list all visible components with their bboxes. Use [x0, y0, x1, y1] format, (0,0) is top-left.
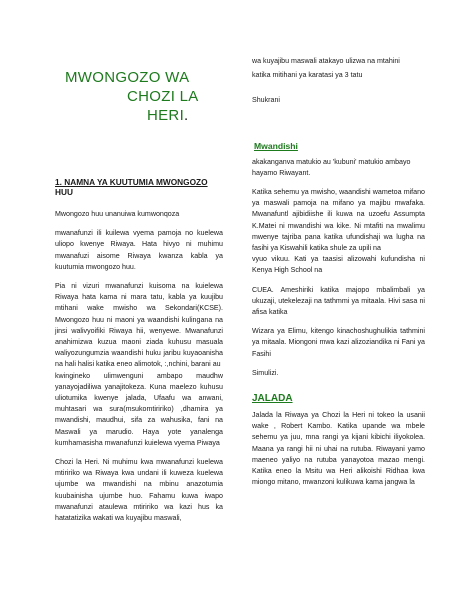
shukrani-label: Shukrani [252, 96, 280, 105]
paragraph-top-katika: katika mitihani ya karatasi ya 3 tatu [252, 71, 363, 80]
right-column [252, 56, 425, 488]
section-heading-line-1: 1. NAMNA YA KUUTUMIA MWONGOZO [55, 177, 208, 187]
section-heading-line-2: HUU [55, 187, 73, 197]
paragraph-vyuo: vyuo vikuu. Kati ya taasisi alizowahi kufundisha ni Kenya High School na [252, 255, 425, 275]
mwandishi-heading: Mwandishi [254, 140, 298, 151]
title-line-3 [65, 106, 223, 125]
simulizi-text: Simulizi. [252, 368, 279, 377]
title-line-3-text: HERI [147, 107, 185, 124]
paragraph-pia: Pia ni vizuri mwanafunzi kuisoma na kuielewa Riwaya hata kama ni mara tatu, kabla ya kuujibu mtihani wake mwisho wa Sekondari(KCSE). Mwongozo huu ni maoni ya waandishi kulingana na jinsi walivyoifiki Riwaya hii, wenyewe. Mwanafunzi anahimizwa kuzua maoni ziada kuhusu masuala waliyozungumzia waandishi huku jaribu kuyaoanisha na hali halisi katika eneo alimotok, :,nchini, barani au [55, 282, 223, 369]
paragraph-akakanganva: akakanganva matukio au 'kubuni' matukio ambayo hayamo Riwayant. [252, 157, 411, 177]
paragraph-top-continued: wa kuyajibu maswali atakayo ulizwa na mtahini [252, 57, 400, 65]
paragraph-intro-1: Mwongozo huu unanuiwa kumwonqoza [55, 210, 180, 218]
paragraph-chozi: Chozi la Heri. Ni muhimu kwa mwanafunzi kuelewa mtiririko wa Riwaya kwa undani ili kuweza kuelewa ujumbe wa mwandishi na mbinu anazotumia kuubainisha ujumbe huo. Fahamu kuwa iwapo mwanafunzi ataulewa mtiririko wa kazi hus ka hatatatizika wakati wa kuyajibu maswali, [55, 458, 223, 523]
left-column [55, 62, 223, 524]
paragraph-intro-2: mwanafunzi ili kuilewa vyema pamoja no kuelewa uliopo kwenye Riwaya. Hata hivyo ni muhimu mwanafuzi aisome Riwaya kwanza kabla ya kuutumia mwongozo huu. [55, 229, 223, 271]
paragraph-wizara: Wizara ya Elimu, kitengo kinachoshughulikia tathmini ya mitaala. Miongoni mwa kazi alizoziandika ni Fani ya Fasihi [252, 327, 425, 358]
paragraph-katika-sehemu: Katika sehemu ya mwisho, waandishi wametoa mifano ya maswali pamoja na mifano ya majibu mwafaka. Mwanafuntl ajibidiishe ili kuwa na uzoefu Assumpta K.Matei ni mwandishi wa kike. Ni mtafiti na mwalimu mwenye tajriba pana katika ufundishaji wa lugha na fasihi ya Kiswahili katika shule za upili na [252, 188, 425, 253]
title-line-2: CHOZI LA [127, 88, 199, 105]
document-title [65, 68, 223, 125]
paragraph-jalada: Jalada la Riwaya ya Chozi la Heri ni tokeo la usanii wake , Robert Kambo. Katika upande wa mbele sehemu ya juu, mna rangi ya kijani kibichi iliyokolea. Maana ya rangi hii ni uhai na rutuba. Riwayani yamo maeneo yaliyo na rutuba yanayotoa mazao mengi. Katika eneo la Msitu wa Heri alikoishi Ridhaa kwa miongo mitano, mwanzoni kulikuwa kama jangwa la [252, 411, 425, 487]
title-dot: . [184, 107, 189, 124]
jalada-heading: JALADA [252, 393, 293, 405]
paragraph-kwingineko: kwingineko ulimwenguni ambapo maudhw yanayojadiliwa yanajitokeza. Kuna maelezo kuhusu uliotumika kwenye jalada, Ufaafu wa anwani, muhtasari wa sura(msukomtiririko) ,dhamira ya mwandishi, maudhui, sifa za wahusika, fani na Maswali ya marudio. Haya yote yanalenga kumhamasisha mwanafunzi kuielewa vyema Piwaya [55, 371, 223, 447]
paragraph-cuea: CUEA. Ameshiriki katika majopo mbalimbali ya ukuzaji, utekelezaji na tathmmi ya mitaala. Hivi sasa ni afisa katika [252, 285, 425, 317]
title-line-1: MWONGOZO WA [65, 69, 190, 86]
section-heading [55, 177, 223, 197]
